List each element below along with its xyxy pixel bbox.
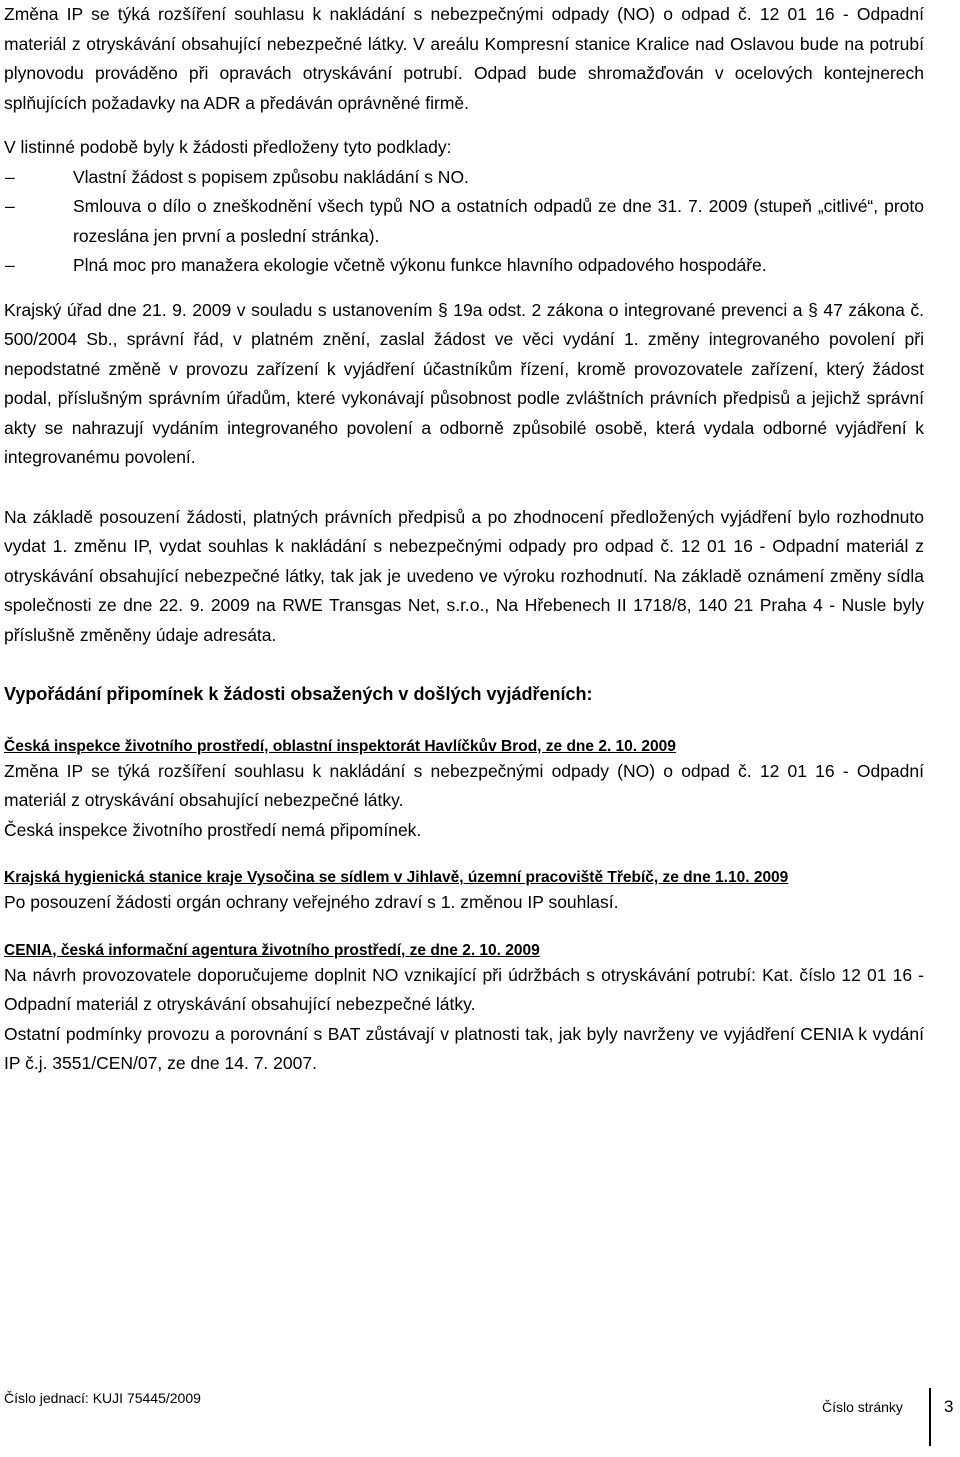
section-heading: Vypořádání připomínek k žádosti obsažených v došlých vyjádřeních: — [4, 684, 593, 704]
document-page — [4, 0, 924, 1079]
reference-number: Číslo jednací: KUJI 75445/2009 — [4, 1390, 201, 1406]
spacer — [4, 650, 924, 680]
list-item — [4, 192, 924, 251]
procedure-paragraph: Krajský úřad dne 21. 9. 2009 v souladu s ustanovením § 19a odst. 2 zákona o integrované prevenci a § 47 zákona č. 500/2004 Sb., správní řád, v platném znění, zaslal žádost ve věci vydání 1. změny integrovaného povolení při nepodstatné změně v provozu zařízení k vyjádření účastníkům řízení, kromě provozovatele zařízení, který žádost podal, příslušným správním úřadům, které vykonávají působnost podle zvláštních právních předpisů a jejichž správní akty se nahrazují vydáním integrovaného povolení a odborně způsobilé osobě, která vydala odborné vyjádření k integrovanému povolení. — [4, 299, 924, 467]
cis-conclusion: Česká inspekce životního prostředí nemá připomínek. — [4, 819, 422, 840]
spacer — [4, 710, 924, 736]
page-footer — [0, 1388, 960, 1448]
spacer — [4, 845, 924, 867]
cis-text: Změna IP se týká rozšíření souhlasu k nakládání s nebezpečnými odpady (NO) o odpad č. 12 01 16 - Odpadní materiál z otryskávání obsahující nebezpečné látky. — [4, 760, 924, 810]
intro-paragraph: Změna IP se týká rozšíření souhlasu k nakládání s nebezpečnými odpady (NO) o odpad č. 12 01 16 - Odpadní materiál z otryskávání obsahující nebezpečné látky. V areálu Kompresní stanice Kralice nad Oslavou bude na potrubí plynovodu prováděno při opravách otryskávání potrubí. Odpad bude shromažďován v ocelových kontejnerech splňujících požadavky na ADR a předáván oprávněné firmě. — [4, 4, 924, 113]
dash-bullet: – — [5, 255, 15, 275]
page-number: 3 — [944, 1397, 954, 1416]
page-label: Číslo stránky — [822, 1399, 903, 1415]
documents-intro: V listinné podobě byly k žádosti předloženy tyto podklady: — [4, 137, 452, 157]
cenia-text: Na návrh provozovatele doporučujeme doplnit NO vznikající při údržbách s otryskávání potrubí: Kat. číslo 12 01 16 - Odpadní materiál z otryskávání obsahující nebezpečné látky. — [4, 964, 924, 1014]
list-item-text: Smlouva o dílo o zneškodnění všech typů NO a ostatních odpadů ze dne 31. 7. 2009 (stupeň „citlivé“, proto rozeslána jen první a poslední stránka). — [73, 196, 924, 246]
cis-heading: Česká inspekce životního prostředí, oblastní inspektorát Havlíčkův Brod, ze dne 2. 10. 2009 — [4, 737, 676, 755]
spacer — [4, 118, 924, 133]
spacer — [4, 473, 924, 503]
dash-bullet: – — [5, 166, 15, 187]
documents-list — [4, 163, 924, 281]
list-item-text: Plná moc pro manažera ekologie včetně výkonu funkce hlavního odpadového hospodáře. — [73, 255, 767, 275]
decision-paragraph: Na základě posouzení žádosti, platných právních předpisů a po zhodnocení předložených vyjádření bylo rozhodnuto vydat 1. změnu IP, vydat souhlas k nakládání s nebezpečnými odpady pro odpad č. 12 01 16 - Odpadní materiál z otryskávání obsahující nebezpečné látky, tak jak je uvedeno ve výroku rozhodnutí. Na základě oznámení změny sídla společnosti ze dne 22. 9. 2009 na RWE Transgas Net, s.r.o., Na Hřebenech II 1718/8, 140 21 Praha 4 - Nusle byly příslušně změněny údaje adresáta. — [4, 506, 924, 645]
spacer — [4, 918, 924, 940]
list-item — [4, 251, 924, 281]
list-item-text: Vlastní žádost s popisem způsobu nakládání s NO. — [73, 166, 469, 187]
khs-text: Po posouzení žádosti orgán ochrany veřejného zdraví s 1. změnou IP souhlasí. — [4, 892, 619, 912]
cenia-conclusion: Ostatní podmínky provozu a porovnání s BAT zůstávají v platnosti tak, jak byly navrženy ve vyjádření CENIA k vydání IP č.j. 3551/CEN/07, ze dne 14. 7. 2007. — [4, 1023, 924, 1073]
dash-bullet: – — [5, 196, 15, 216]
khs-heading: Krajská hygienická stanice kraje Vysočina se sídlem v Jihlavě, územní pracoviště Třebíč, ze dne 1.10. 2009 — [4, 869, 789, 886]
footer-divider — [929, 1388, 931, 1446]
spacer — [4, 281, 924, 296]
list-item — [4, 163, 924, 193]
cenia-heading: CENIA, česká informační agentura životního prostředí, ze dne 2. 10. 2009 — [4, 941, 540, 959]
